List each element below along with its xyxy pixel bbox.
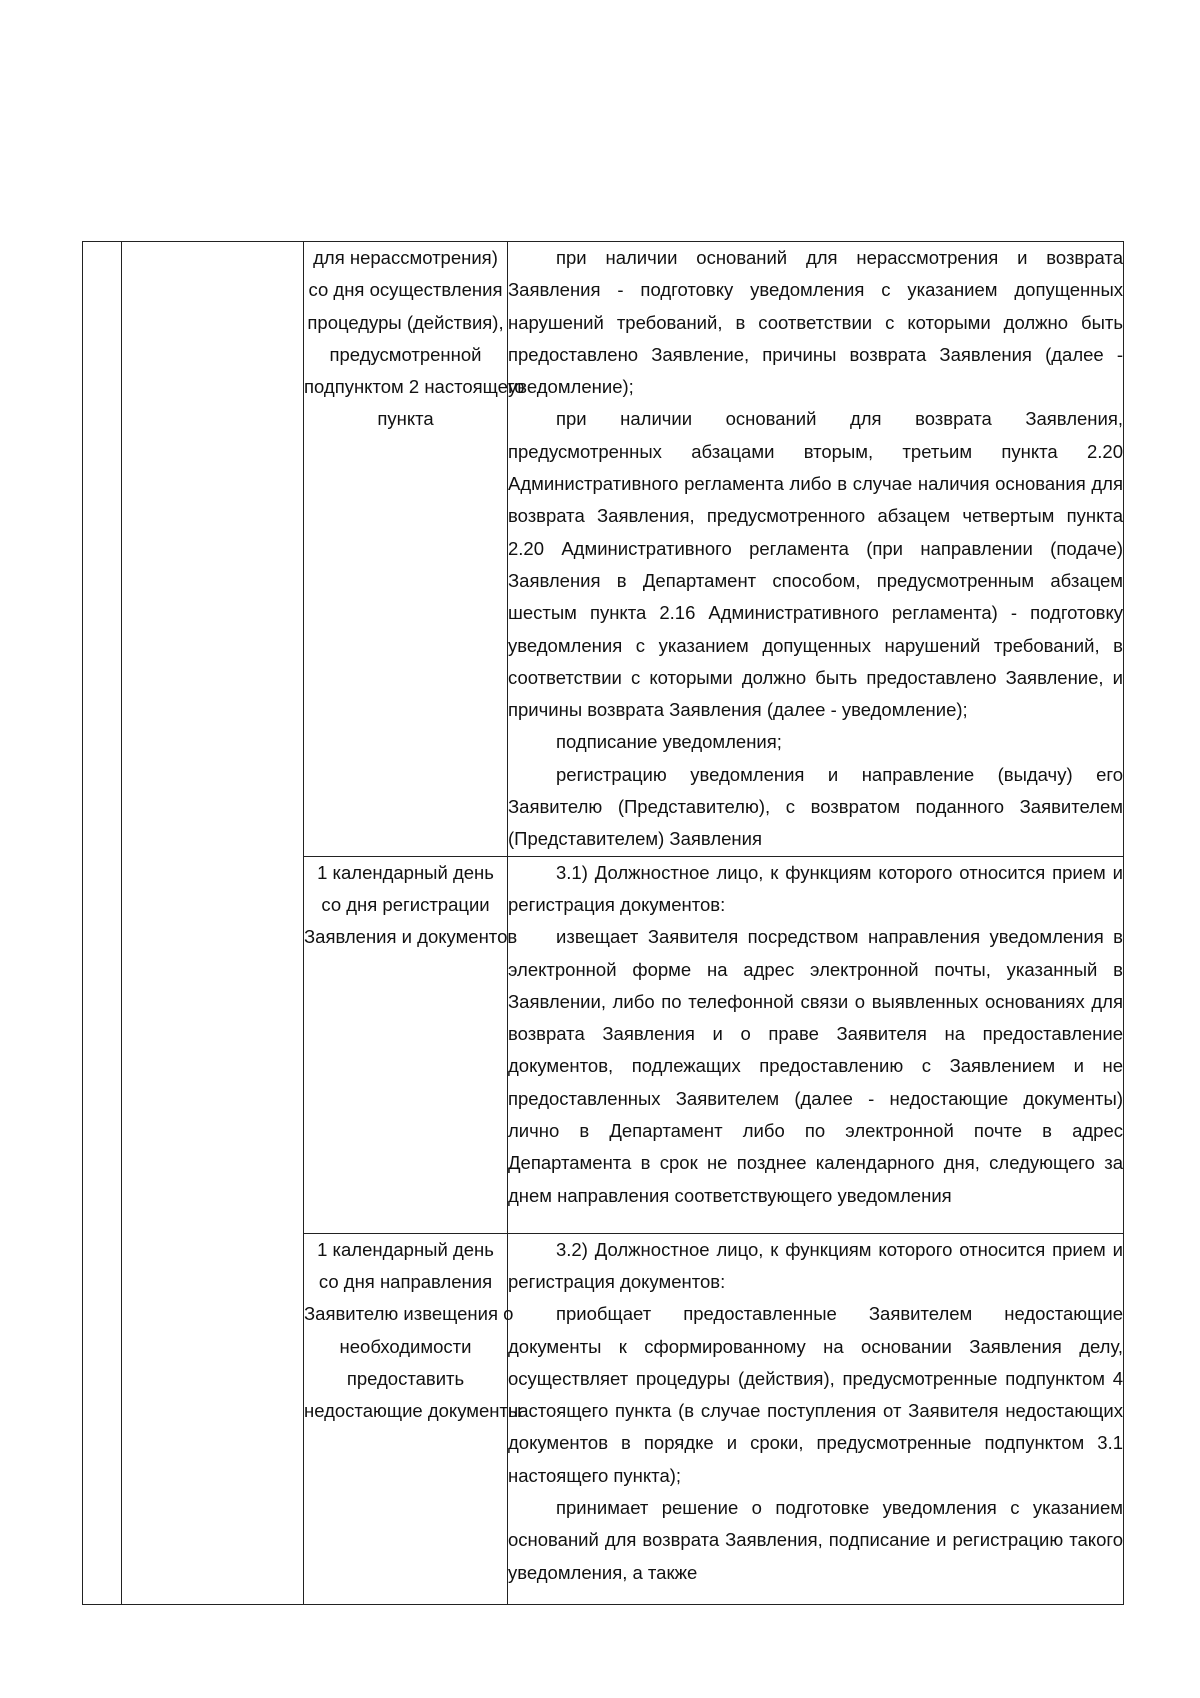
term-line: 1 календарный день (317, 861, 494, 883)
paragraph: 3.1) Должностное лицо, к функциям которого относится прием и регистрация документов: (508, 861, 1123, 915)
paragraph: при наличии оснований для возврата Заявления, предусмотренных абзацами вторым, третьим пункта 2.20 Административного регламента либо в случае наличия основания для возврата Заявления, предусмотренного абзацем четвертым пункта 2.20 Административного регламента (при направлении (подаче) Заявления в Департамент способом, предусмотренным абзацем шестым пункта 2.16 Административного регламента) - подготовку уведомления с указанием допущенных нарушений требований, в соответствии с которыми должно быть предоставлено Заявление, и причины возврата Заявления (далее - уведомление); (508, 408, 1123, 721)
description-cell (508, 856, 1124, 1233)
description-cell (508, 1233, 1124, 1604)
term-line: со дня направления (318, 1270, 493, 1292)
description-cell (508, 242, 1124, 857)
term-line: со дня регистрации (321, 893, 490, 915)
term-line: Заявления и документов (304, 926, 518, 948)
term-line: предусмотренной (329, 343, 482, 365)
term-cell (304, 1233, 522, 1604)
term-line: для нерассмотрения) (313, 247, 498, 268)
term-cell (304, 242, 525, 857)
term-line: со дня осуществления (308, 279, 503, 301)
paragraph: извещает Заявителя посредством направления уведомления в электронной форме на адрес электронной почты, указанный в Заявлении, либо по телефонной связи о выявленных основаниях для возврата Заявления и о праве Заявителя на предоставление документов, подлежащих предоставлению с Заявлением и не предоставленных Заявителем (далее - недостающие документы) лично в Департамент либо по электронной почте в адрес Департамента в срок не позднее календарного дня, следующего за днем направления соответствующего уведомления (508, 926, 1123, 1206)
paragraph: при наличии оснований для нерассмотрения и возврата Заявления - подготовку уведомления с указанием допущенных нарушений требований, в соответствии с которыми должно быть предоставлено Заявление, причины возврата Заявления (далее - уведомление); (508, 247, 1123, 398)
table-row (83, 242, 1124, 857)
procedure-table (82, 241, 1124, 1605)
term-cell (304, 856, 518, 1233)
term-line: подпунктом 2 настоящего (304, 376, 525, 398)
term-line: необходимости (339, 1335, 472, 1357)
paragraph: принимает решение о подготовке уведомления с указанием оснований для возврата Заявления, подписание и регистрацию такого уведомления, а также (508, 1497, 1123, 1583)
term-line: недостающие документы (304, 1400, 522, 1422)
paragraph: 3.2) Должностное лицо, к функциям которого относится прием и регистрация документов: (508, 1238, 1123, 1292)
number-column-cell (83, 242, 122, 1605)
paragraph: подписание уведомления; (556, 731, 782, 753)
term-line: 1 календарный день (317, 1238, 494, 1260)
paragraph: приобщает предоставленные Заявителем недостающие документы к сформированному на основании Заявления делу, осуществляет процедуры (действия), предусмотренные подпунктом 4 настоящего пункта (в случае поступления от Заявителя недостающих документов в порядке и сроки, предусмотренные подпунктом 3.1 настоящего пункта); (508, 1303, 1123, 1486)
procedure-name-cell (122, 242, 304, 1605)
term-line: пункта (377, 408, 434, 430)
term-line: Заявителю извещения о (304, 1303, 514, 1325)
term-line: предоставить (346, 1367, 465, 1389)
paragraph: регистрацию уведомления и направление (выдачу) его Заявителю (Представителю), с возвратом поданного Заявителем (Представителем) Заявления (508, 763, 1123, 850)
term-line: процедуры (действия), (307, 311, 504, 333)
